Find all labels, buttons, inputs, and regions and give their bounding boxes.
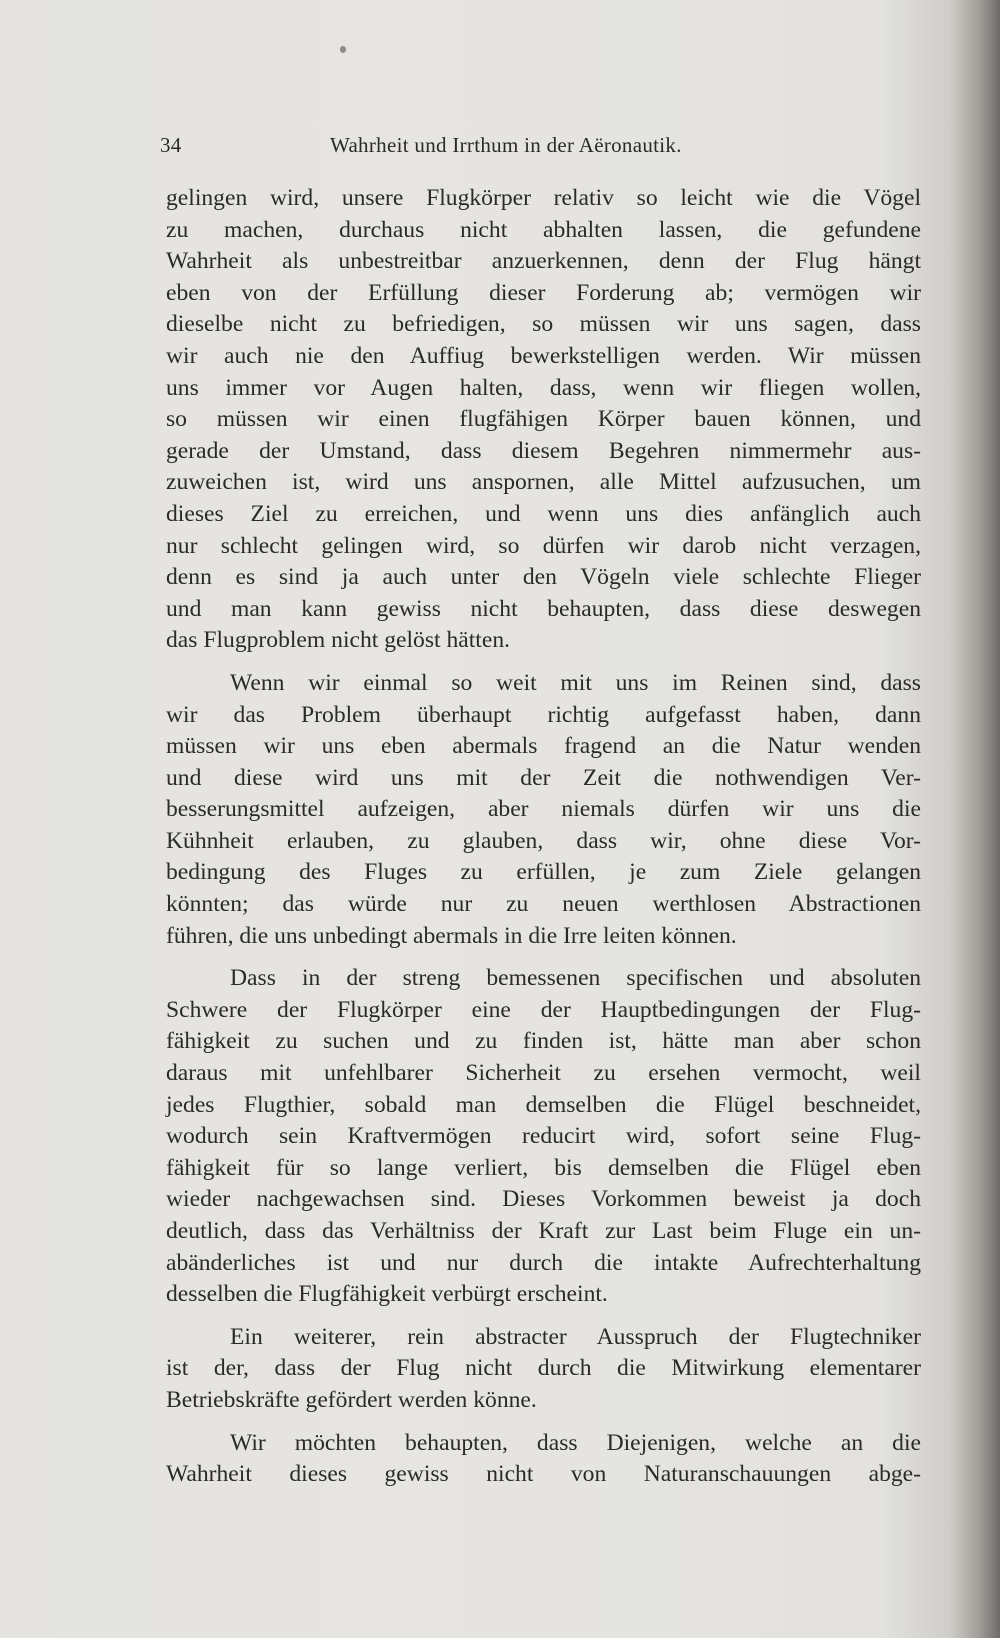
text-line: deutlich, dass das Verhältniss der Kraft zur Last beim Fluge ein un-: [166, 1218, 921, 1244]
text-line: wir das Problem überhaupt richtig aufgefasst haben, dann: [166, 701, 921, 728]
text-line: eben von der Erfüllung dieser Forderung ab; vermögen wir: [166, 279, 921, 306]
text-line: führen, die uns unbedingt abermals in die Irre leiten können.: [166, 922, 737, 949]
text-line: könnten; das würde nur zu neuen werthlosen Abstractionen: [166, 891, 921, 918]
text-line: müssen wir uns eben abermals fragend an die Natur wenden: [166, 733, 921, 760]
paper-spot: [340, 46, 346, 53]
paragraph: [166, 183, 921, 657]
text-line: Dass in der streng bemessenen specifischen und absoluten: [230, 965, 921, 992]
text-line: ist der, dass der Flug nicht durch die Mitwirkung elementarer: [166, 1355, 921, 1382]
text-line: Wahrheit als unbestreitbar anzuerkennen, denn der Flug hängt: [166, 248, 921, 275]
paragraph: [166, 668, 921, 952]
text-line: abänderliches ist und nur durch die intakte Aufrechterhaltung: [166, 1249, 921, 1276]
text-line: und diese wird uns mit der Zeit die nothwendigen Ver-: [166, 764, 921, 791]
text-line: uns immer vor Augen halten, dass, wenn wir fliegen wollen,: [166, 374, 921, 401]
text-line: besserungsmittel aufzeigen, aber niemals dürfen wir uns die: [166, 796, 921, 823]
paragraph: [166, 1322, 921, 1417]
text-line: Kühnheit erlauben, zu glauben, dass wir, ohne diese Vor-: [166, 827, 921, 854]
text-line: Wahrheit dieses gewiss nicht von Naturanschauungen abge-: [166, 1461, 921, 1488]
text-line: Wenn wir einmal so weit mit uns im Reinen sind, dass: [230, 669, 921, 696]
text-line: dieses Ziel zu erreichen, und wenn uns dies anfänglich auch: [166, 500, 921, 527]
body-text: [166, 183, 921, 1491]
text-line: jedes Flugthier, sobald man demselben die Flügel beschneidet,: [166, 1091, 921, 1118]
text-line: und man kann gewiss nicht behaupten, dass diese deswegen: [166, 595, 921, 622]
text-line: denn es sind ja auch unter den Vögeln viele schlechte Flieger: [166, 564, 921, 591]
text-line: fähigkeit für so lange verliert, bis demselben die Flügel eben: [166, 1154, 921, 1181]
text-line: wir auch nie den Auffiug bewerkstelligen werden. Wir müssen: [166, 342, 921, 369]
text-line: fähigkeit zu suchen und zu finden ist, hätte man aber schon: [166, 1028, 921, 1055]
text-line: daraus mit unfehlbarer Sicherheit zu ersehen vermocht, weil: [166, 1060, 921, 1087]
paragraph: [166, 963, 921, 1311]
text-line: zu machen, durchaus nicht abhalten lassen, die gefundene: [166, 216, 921, 243]
text-line: bedingung des Fluges zu erfüllen, je zum Ziele gelangen: [166, 859, 921, 886]
page-header: [160, 133, 780, 163]
paragraph-gap: [166, 952, 921, 963]
running-title: Wahrheit und Irrthum in der Aëronautik.: [330, 133, 682, 157]
text-line: nur schlecht gelingen wird, so dürfen wir darob nicht verzagen,: [166, 532, 921, 559]
text-line: wieder nachgewachsen sind. Dieses Vorkommen beweist ja doch: [166, 1186, 921, 1213]
paragraph-gap: [166, 1311, 921, 1322]
text-line: so müssen wir einen flugfähigen Körper bauen können, und: [166, 406, 921, 433]
page-number: 34: [160, 133, 182, 157]
text-line: gerade der Umstand, dass diesem Begehren nimmermehr aus-: [166, 437, 921, 464]
paragraph-gap: [166, 657, 921, 668]
text-line: wodurch sein Kraftvermögen reducirt wird, sofort seine Flug-: [166, 1123, 921, 1150]
text-line: Schwere der Flugkörper eine der Hauptbedingungen der Flug-: [166, 996, 921, 1023]
text-line: gelingen wird, unsere Flugkörper relativ so leicht wie die Vögel: [166, 185, 921, 211]
paragraph: [166, 1428, 921, 1491]
paragraph-gap: [166, 1417, 921, 1428]
text-line: dieselbe nicht zu befriedigen, so müssen wir uns sagen, dass: [166, 311, 921, 338]
text-line: das Flugproblem nicht gelöst hätten.: [166, 627, 511, 654]
text-line: Betriebskräfte gefördert werden könne.: [166, 1386, 537, 1413]
text-line: zuweichen ist, wird uns anspornen, alle Mittel aufzusuchen, um: [166, 469, 921, 496]
text-line: Ein weiterer, rein abstracter Ausspruch der Flugtechniker: [230, 1323, 921, 1350]
text-line: Wir möchten behaupten, dass Diejenigen, welche an die: [230, 1429, 921, 1456]
text-line: desselben die Flugfähigkeit verbürgt erscheint.: [166, 1281, 608, 1308]
